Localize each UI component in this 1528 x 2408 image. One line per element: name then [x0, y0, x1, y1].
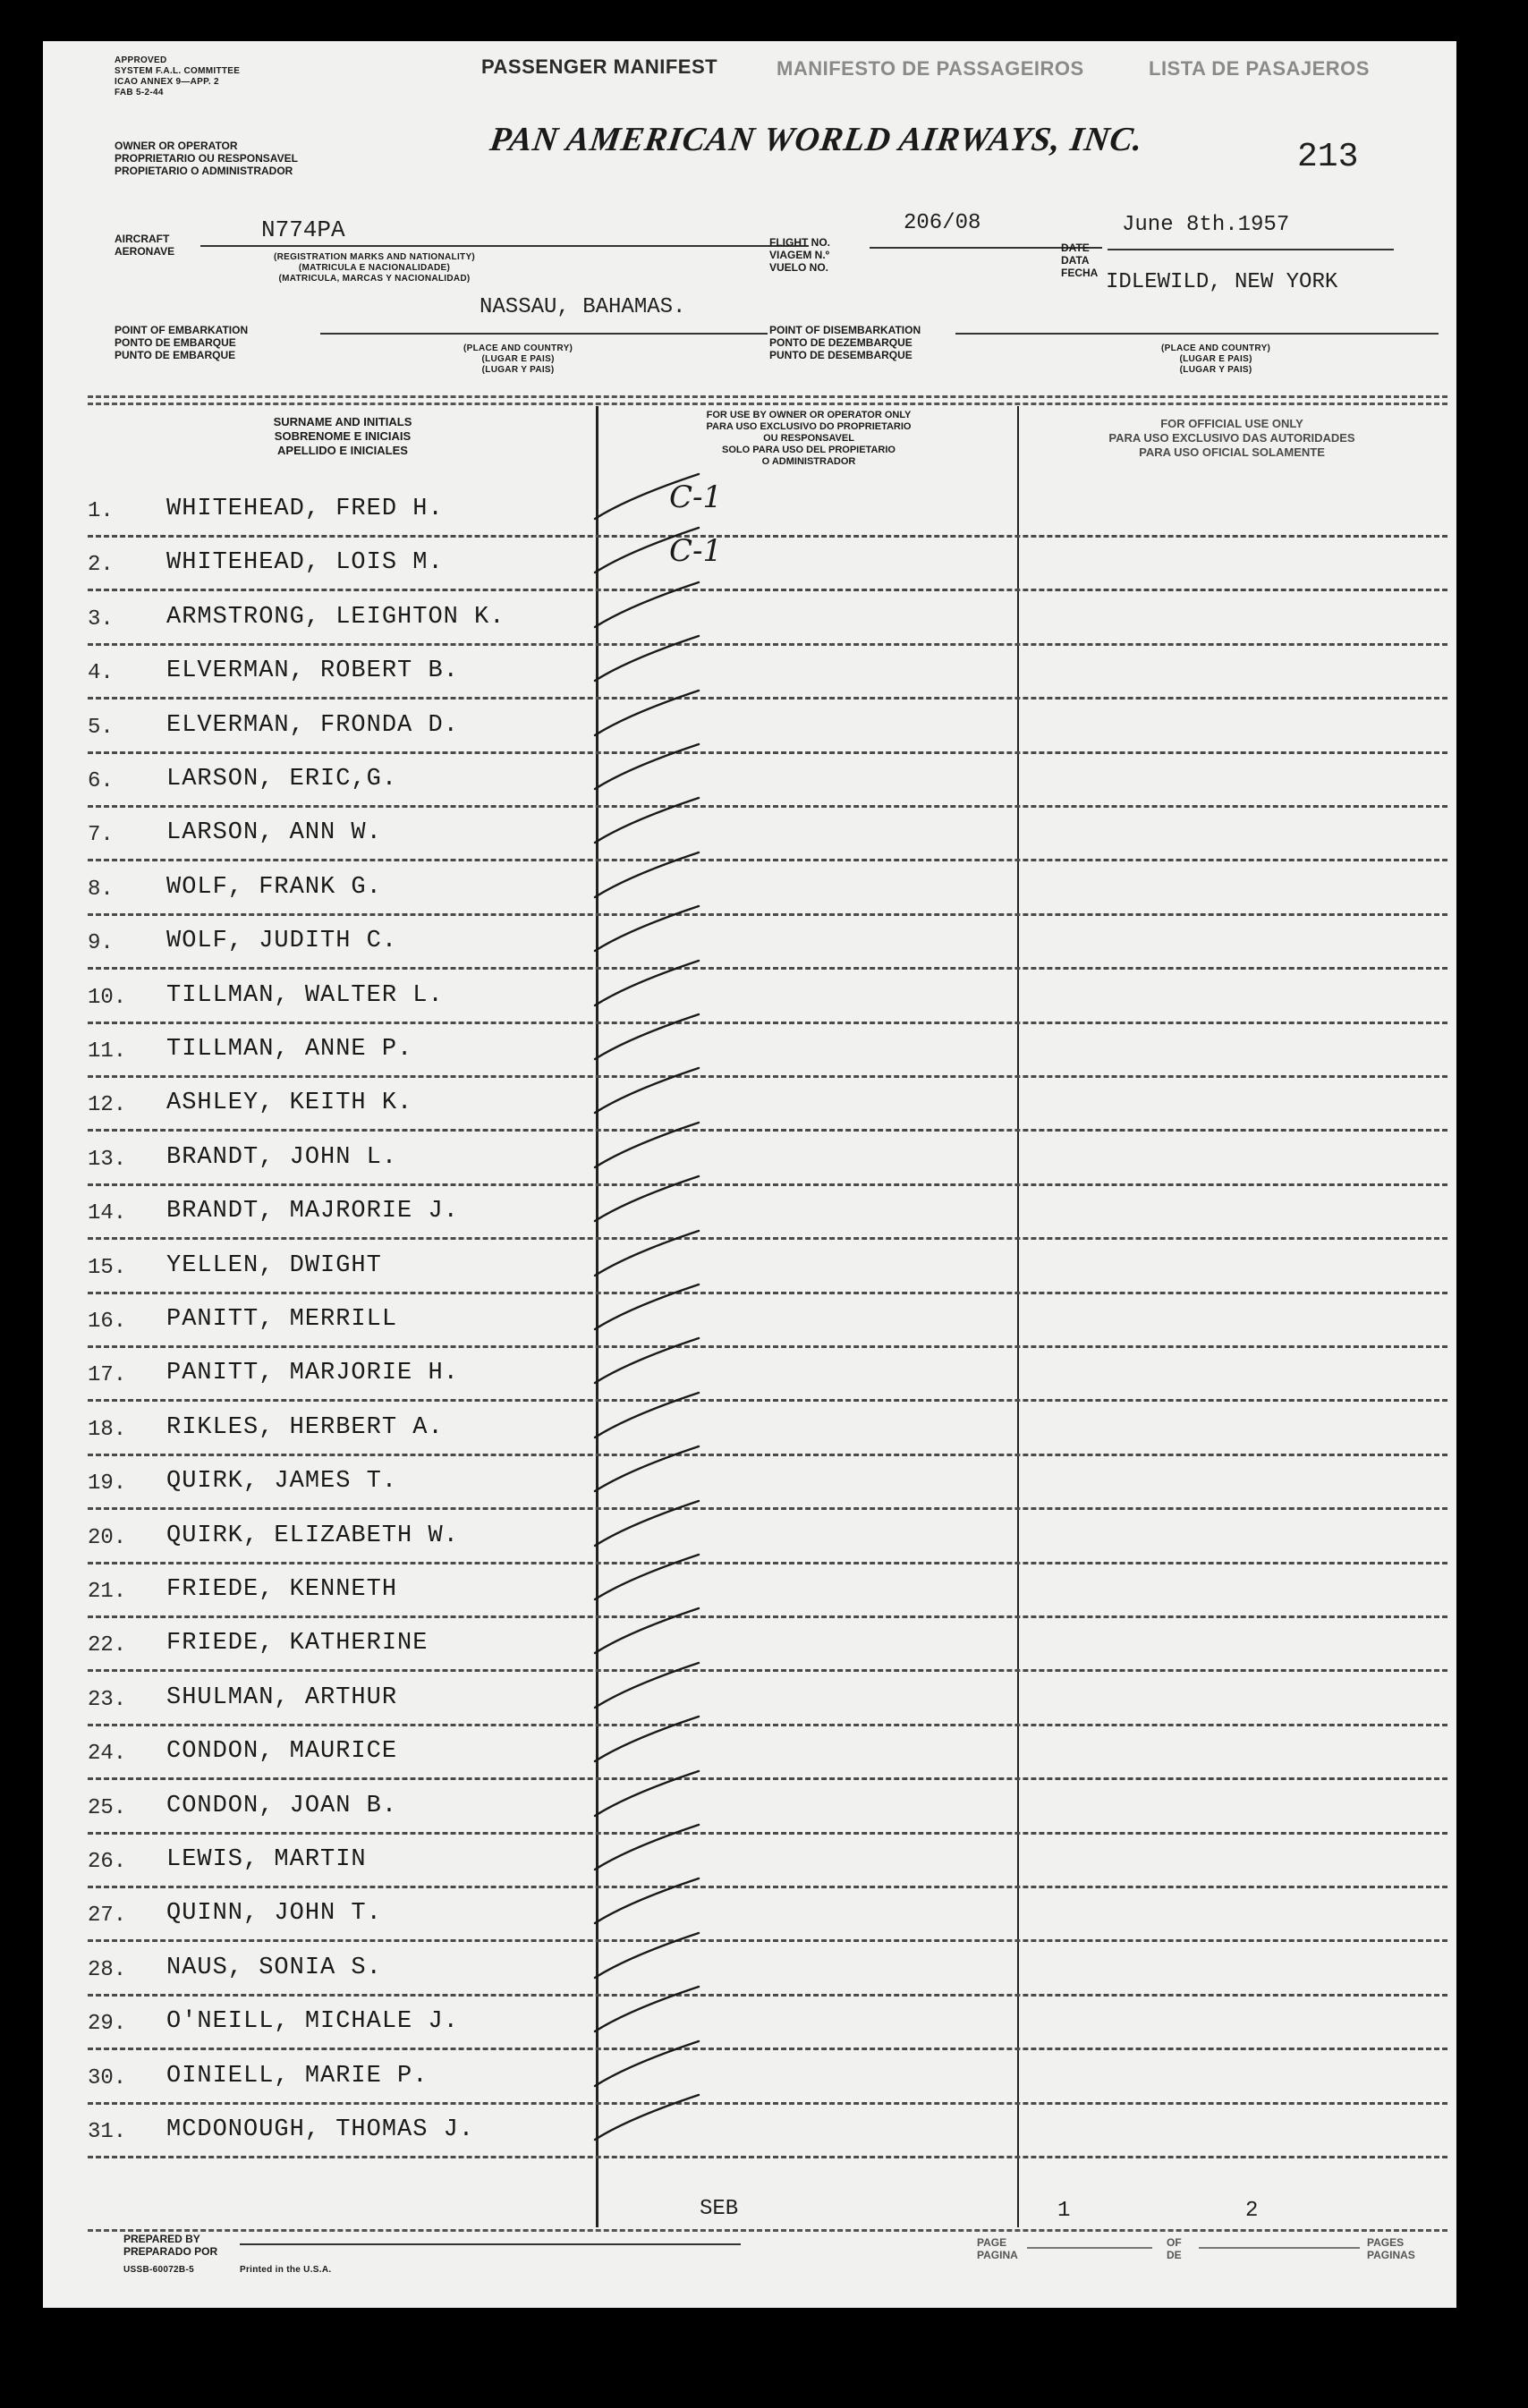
approval-line: FAB 5-2-44: [115, 88, 164, 98]
check-mark-icon: [593, 1281, 709, 1333]
col-header-line: APELLIDO E INICIALES: [277, 444, 408, 457]
row-separator: [88, 1454, 1447, 1456]
embarkation-underline: [320, 333, 768, 335]
check-mark-icon: [593, 1011, 709, 1063]
row-separator: [88, 967, 1447, 970]
embarkation-label: [115, 324, 248, 361]
embarkation-value: NASSAU, BAHAMAS.: [480, 295, 686, 319]
row-separator: [88, 2048, 1447, 2050]
row-separator: [88, 1777, 1447, 1780]
disembarkation-sublabel: (LUGAR Y PAIS): [1179, 365, 1252, 375]
flight-value: 206/08: [904, 211, 981, 235]
passenger-name: FRIEDE, KATHERINE: [166, 1630, 429, 1658]
check-mark-icon: [593, 1875, 709, 1927]
page-label-line: PAGE: [977, 2236, 1007, 2249]
row-separator: [88, 697, 1447, 700]
passenger-number: 8.: [88, 877, 114, 902]
check-mark-icon: [593, 1064, 709, 1116]
of-label-line: DE: [1167, 2249, 1182, 2261]
row-separator: [88, 1939, 1447, 1942]
passenger-name: WOLF, JUDITH C.: [166, 928, 398, 955]
disembarkation-value: IDLEWILD, NEW YORK: [1106, 270, 1338, 294]
check-mark-icon: [593, 1983, 709, 2035]
flight-label-line: FLIGHT NO.: [769, 236, 830, 249]
passenger-name: OINIELL, MARIE P.: [166, 2062, 429, 2090]
prepared-label-line: PREPARED BY: [123, 2233, 200, 2245]
handwritten-note: C-1: [669, 533, 723, 570]
check-mark-icon: [593, 794, 709, 846]
check-mark-icon: [593, 957, 709, 1009]
date-label-line: FECHA: [1061, 267, 1099, 279]
row-separator: [88, 1129, 1447, 1132]
flight-label: [769, 236, 830, 274]
row-separator: [88, 1669, 1447, 1672]
row-separator: [88, 1832, 1447, 1835]
col-header-line: FOR OFFICIAL USE ONLY: [1160, 417, 1303, 430]
passenger-number: 16.: [88, 1310, 127, 1334]
owner-label-line: PROPRIETARIO OU RESPONSAVEL: [115, 152, 298, 165]
disembarkation-label: [769, 324, 921, 361]
footer-separator: [88, 2229, 1447, 2232]
passenger-number: 30.: [88, 2065, 127, 2090]
page-label-line: PAGINA: [977, 2249, 1018, 2261]
passenger-name: FRIEDE, KENNETH: [166, 1576, 398, 1603]
passenger-number: 28.: [88, 1957, 127, 1982]
aircraft-label-line: AERONAVE: [115, 245, 175, 258]
aircraft-value: N774PA: [261, 216, 345, 243]
date-value: June 8th.1957: [1122, 213, 1290, 237]
passenger-number: 1.: [88, 499, 114, 523]
passenger-number: 17.: [88, 1363, 127, 1388]
passenger-number: 18.: [88, 1417, 127, 1442]
check-mark-icon: [593, 579, 709, 631]
column-divider: [1017, 406, 1019, 2227]
passenger-name: CONDON, MAURICE: [166, 1738, 398, 1766]
row-separator: [88, 913, 1447, 916]
passenger-name: ASHLEY, KEITH K.: [166, 1090, 413, 1117]
passenger-number: 20.: [88, 1525, 127, 1550]
title-pt: MANIFESTO DE PASSAGEIROS: [777, 57, 1084, 80]
passenger-name: TILLMAN, ANNE P.: [166, 1036, 413, 1063]
printed-note: Printed in the U.S.A.: [240, 2265, 332, 2275]
header-separator: [88, 395, 1447, 398]
passenger-name: O'NEILL, MICHALE J.: [166, 2008, 459, 2036]
passenger-number: 27.: [88, 1904, 127, 1929]
of-value: 2: [1245, 2199, 1259, 2223]
passenger-name: CONDON, JOAN B.: [166, 1792, 398, 1819]
row-separator: [88, 643, 1447, 646]
passenger-name: WHITEHEAD, FRED H.: [166, 496, 444, 522]
aircraft-sublabel: (REGISTRATION MARKS AND NATIONALITY): [274, 252, 476, 262]
check-mark-icon: [593, 2091, 709, 2143]
embarkation-label-line: PUNTO DE EMBARQUE: [115, 349, 236, 361]
passenger-name: SHULMAN, ARTHUR: [166, 1683, 398, 1711]
pages-label-line: PAGINAS: [1367, 2249, 1415, 2261]
aircraft-sublabel: (MATRICULA E NACIONALIDADE): [298, 263, 451, 273]
passenger-number: 9.: [88, 931, 114, 956]
check-mark-icon: [593, 687, 709, 739]
passenger-number: 23.: [88, 1687, 127, 1712]
col-header-names: [88, 415, 598, 458]
passenger-number: 5.: [88, 715, 114, 740]
passenger-name: WHITEHEAD, LOIS M.: [166, 549, 444, 577]
passenger-number: 31.: [88, 2120, 127, 2144]
prepared-initials: SEB: [700, 2197, 739, 2221]
check-mark-icon: [593, 741, 709, 793]
row-separator: [88, 589, 1447, 591]
flight-label-line: VUELO NO.: [769, 261, 829, 274]
check-mark-icon: [593, 1929, 709, 1981]
check-mark-icon: [593, 1605, 709, 1657]
col-header-line: PARA USO OFICIAL SOLAMENTE: [1139, 445, 1325, 459]
passenger-name: QUIRK, ELIZABETH W.: [166, 1522, 459, 1549]
passenger-name: QUIRK, JAMES T.: [166, 1468, 398, 1496]
row-separator: [88, 1994, 1447, 1997]
passenger-number: 19.: [88, 1471, 127, 1497]
check-mark-icon: [593, 2038, 709, 2090]
owner-label-line: PROPIETARIO O ADMINISTRADOR: [115, 165, 293, 177]
aircraft-sublabel: (MATRICULA, MARCAS Y NACIONALIDAD): [278, 274, 471, 284]
row-separator: [88, 805, 1447, 808]
row-separator: [88, 1075, 1447, 1078]
passenger-name: ARMSTRONG, LEIGHTON K.: [166, 603, 505, 631]
prepared-label-line: PREPARADO POR: [123, 2245, 218, 2258]
company-name: PAN AMERICAN WORLD AIRWAYS, INC.: [488, 121, 1146, 158]
passenger-name: PANITT, MERRILL: [166, 1306, 398, 1333]
check-mark-icon: [593, 1768, 709, 1819]
disembarkation-label-line: PONTO DE DEZEMBARQUE: [769, 336, 913, 349]
passenger-number: 22.: [88, 1633, 127, 1658]
passenger-name: PANITT, MARJORIE H.: [166, 1360, 459, 1387]
passenger-name: LEWIS, MARTIN: [166, 1846, 367, 1873]
row-separator: [88, 2156, 1447, 2158]
page-value: 1: [1057, 2199, 1071, 2223]
approval-line: APPROVED: [115, 55, 167, 65]
passenger-name: MCDONOUGH, THOMAS J.: [166, 2116, 475, 2143]
check-mark-icon: [593, 849, 709, 901]
owner-label: [115, 140, 298, 177]
passenger-number: 14.: [88, 1201, 127, 1226]
passenger-number: 2.: [88, 553, 114, 578]
aircraft-sublabels: [274, 252, 475, 284]
row-separator: [88, 1399, 1447, 1402]
prepared-underline: [240, 2243, 741, 2245]
row-separator: [88, 2102, 1447, 2105]
page-underline: [1027, 2247, 1152, 2249]
col-header-line: PARA USO EXCLUSIVO DO PROPRIETARIO: [706, 421, 912, 432]
check-mark-icon: [593, 903, 709, 954]
approval-line: ICAO ANNEX 9—APP. 2: [115, 77, 219, 87]
row-separator: [88, 1562, 1447, 1564]
passenger-number: 4.: [88, 661, 114, 686]
row-separator: [88, 1237, 1447, 1240]
row-separator: [88, 1345, 1447, 1348]
manifest-document: [43, 41, 1456, 2308]
row-separator: [88, 1022, 1447, 1024]
disembarkation-label-line: POINT OF DISEMBARKATION: [769, 324, 921, 336]
embarkation-sublabels: [463, 343, 573, 376]
aircraft-underline: [200, 245, 809, 247]
disembarkation-underline: [955, 333, 1439, 335]
check-mark-icon: [593, 1497, 709, 1549]
col-header-line: SOLO PARA USO DEL PROPIETARIO: [722, 445, 896, 455]
passenger-number: 15.: [88, 1255, 127, 1280]
passenger-number: 24.: [88, 1742, 127, 1767]
row-separator: [88, 1507, 1447, 1510]
of-label: [1167, 2236, 1182, 2261]
check-mark-icon: [593, 1551, 709, 1603]
row-separator: [88, 1724, 1447, 1726]
col-header-owner: [599, 410, 1018, 468]
col-header-line: SOBRENOME E INICIAIS: [274, 429, 412, 443]
page-label: [977, 2236, 1018, 2261]
row-separator: [88, 751, 1447, 754]
check-mark-icon: [593, 1443, 709, 1495]
row-separator: [88, 1615, 1447, 1618]
check-mark-icon: [593, 1659, 709, 1711]
col-header-line: PARA USO EXCLUSIVO DAS AUTORIDADES: [1108, 431, 1355, 445]
check-mark-icon: [593, 1119, 709, 1171]
check-mark-icon: [593, 1821, 709, 1873]
passenger-name: ELVERMAN, ROBERT B.: [166, 657, 459, 685]
embarkation-label-line: POINT OF EMBARKATION: [115, 324, 249, 336]
passenger-name: BRANDT, MAJRORIE J.: [166, 1198, 459, 1225]
of-label-line: OF: [1167, 2236, 1182, 2249]
aircraft-label-line: AIRCRAFT: [115, 233, 170, 245]
col-header-line: O ADMINISTRADOR: [761, 456, 856, 467]
embarkation-sublabel: (PLACE AND COUNTRY): [463, 343, 573, 353]
check-mark-icon: [593, 1335, 709, 1386]
row-separator: [88, 859, 1447, 861]
disembarkation-sublabel: (PLACE AND COUNTRY): [1161, 343, 1271, 353]
col-header-line: FOR USE BY OWNER OR OPERATOR ONLY: [706, 410, 912, 420]
pages-label-line: PAGES: [1367, 2236, 1405, 2249]
passenger-number: 12.: [88, 1093, 127, 1118]
passenger-number: 3.: [88, 606, 114, 632]
passenger-name: NAUS, SONIA S.: [166, 1954, 382, 1981]
row-separator: [88, 1292, 1447, 1294]
passenger-number: 26.: [88, 1850, 127, 1874]
passenger-name: WOLF, FRANK G.: [166, 873, 382, 901]
approval-line: SYSTEM F.A.L. COMMITTEE: [115, 66, 241, 76]
aircraft-label: [115, 233, 174, 258]
date-label: [1061, 242, 1098, 279]
passenger-number: 11.: [88, 1039, 127, 1064]
date-underline: [1108, 249, 1394, 250]
pages-label: [1367, 2236, 1415, 2261]
row-separator: [88, 535, 1447, 538]
date-label-line: DATA: [1061, 254, 1090, 267]
passenger-number: 13.: [88, 1147, 127, 1172]
passenger-number: 29.: [88, 2012, 127, 2037]
header-separator-2: [88, 403, 1447, 405]
embarkation-sublabel: (LUGAR E PAIS): [481, 354, 555, 364]
handwritten-note: C-1: [669, 479, 723, 515]
row-separator: [88, 1183, 1447, 1186]
check-mark-icon: [593, 1713, 709, 1765]
passenger-number: 6.: [88, 769, 114, 793]
check-mark-icon: [593, 632, 709, 684]
col-header-line: OU RESPONSAVEL: [763, 433, 854, 444]
title-en: PASSENGER MANIFEST: [481, 55, 718, 78]
passenger-number: 7.: [88, 823, 114, 848]
col-header-official: [1022, 417, 1442, 460]
title-es: LISTA DE PASAJEROS: [1149, 57, 1370, 80]
check-mark-icon: [593, 1389, 709, 1441]
passenger-name: ELVERMAN, FRONDA D.: [166, 711, 459, 739]
form-number: USSB-60072B-5: [123, 2265, 194, 2275]
check-mark-icon: [593, 1173, 709, 1225]
passenger-name: LARSON, ERIC,G.: [166, 766, 398, 793]
page-number: 213: [1297, 138, 1359, 176]
approval-block: [115, 55, 240, 98]
row-separator: [88, 1886, 1447, 1888]
date-label-line: DATE: [1061, 242, 1090, 254]
passenger-number: 25.: [88, 1795, 127, 1820]
prepared-label: [123, 2233, 217, 2258]
passenger-name: QUINN, JOHN T.: [166, 1900, 382, 1928]
passenger-name: TILLMAN, WALTER L.: [166, 981, 444, 1009]
passenger-name: LARSON, ANN W.: [166, 819, 382, 847]
passenger-name: YELLEN, DWIGHT: [166, 1251, 382, 1279]
of-underline: [1199, 2247, 1360, 2249]
disembarkation-label-line: PUNTO DE DESEMBARQUE: [769, 349, 913, 361]
check-mark-icon: [593, 1227, 709, 1279]
passenger-number: 10.: [88, 985, 127, 1010]
passenger-name: BRANDT, JOHN L.: [166, 1143, 398, 1171]
disembarkation-sublabel: (LUGAR E PAIS): [1179, 354, 1252, 364]
embarkation-sublabel: (LUGAR Y PAIS): [481, 365, 555, 375]
flight-label-line: VIAGEM N.º: [769, 249, 830, 261]
col-header-line: SURNAME AND INITIALS: [273, 415, 412, 428]
passenger-number: 21.: [88, 1580, 127, 1604]
owner-label-line: OWNER OR OPERATOR: [115, 140, 238, 152]
passenger-name: RIKLES, HERBERT A.: [166, 1413, 444, 1441]
embarkation-label-line: PONTO DE EMBARQUE: [115, 336, 236, 349]
disembarkation-sublabels: [1161, 343, 1270, 376]
